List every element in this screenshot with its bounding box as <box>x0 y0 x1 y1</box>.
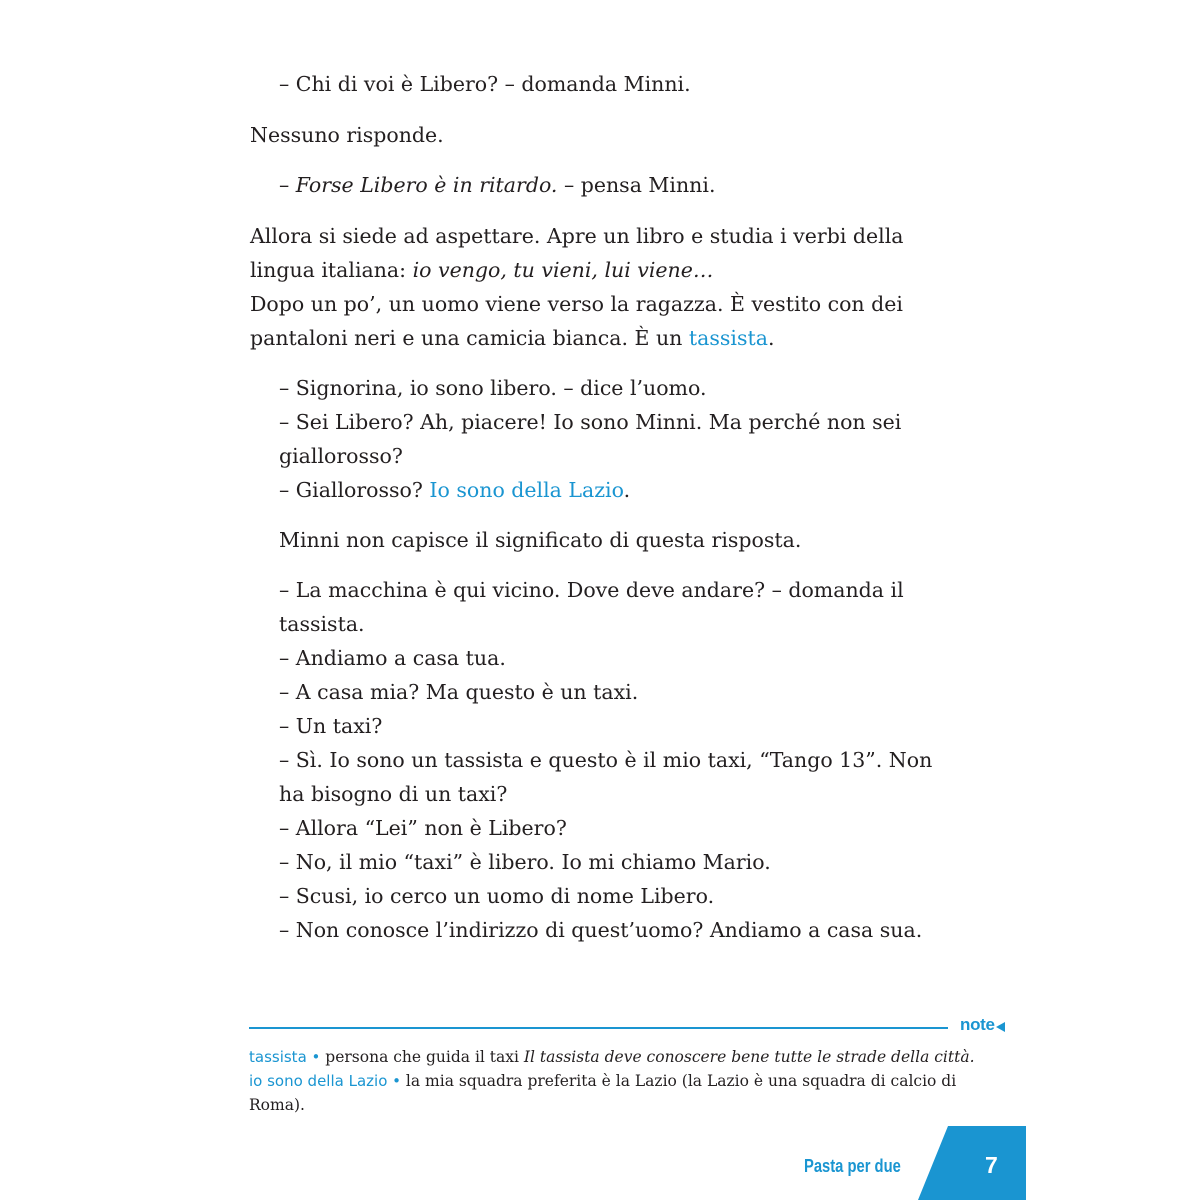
dialogue-line: – Forse Libero è in ritardo. – pensa Minni. <box>279 173 716 197</box>
dialogue-line: tassista. <box>279 612 365 636</box>
dialogue-line: – Sei Libero? Ah, piacere! Io sono Minni. Ma perché non sei <box>279 410 902 434</box>
italic-thought: Forse Libero è in ritardo. <box>295 173 558 197</box>
book-title: Pasta per due <box>804 1156 901 1176</box>
dialogue-line: – Non conosce l’indirizzo di quest’uomo? Andiamo a casa sua. <box>279 918 923 942</box>
triangle-left-icon <box>996 1022 1005 1032</box>
paragraph-line: Nessuno risponde. <box>250 123 444 147</box>
glossary-link-tassista[interactable]: tassista <box>688 326 768 350</box>
dialogue-line: giallorosso? <box>279 444 403 468</box>
paragraph-line: Allora si siede ad aspettare. Apre un libro e studia i verbi della <box>250 224 904 248</box>
dialogue-line: – A casa mia? Ma questo è un taxi. <box>279 680 639 704</box>
glossary-entry: io sono della Lazio • la mia squadra preferita è la Lazio (la Lazio è una squadra di calcio di <box>249 1072 957 1090</box>
glossary-entry-continued: Roma). <box>249 1096 305 1114</box>
notes-label: note <box>960 1015 995 1034</box>
glossary-entry: tassista • persona che guida il taxi Il tassista deve conoscere bene tutte le strade della città. <box>249 1048 975 1066</box>
paragraph-line: lingua italiana: io vengo, tu vieni, lui viene… <box>250 258 714 282</box>
notes-divider <box>249 1027 948 1029</box>
dialogue-line: – Chi di voi è Libero? – domanda Minni. <box>279 72 691 96</box>
dialogue-line: – Un taxi? <box>279 714 383 738</box>
dialogue-line: – Allora “Lei” non è Libero? <box>279 816 567 840</box>
paragraph-line: Minni non capisce il significato di questa risposta. <box>279 528 802 552</box>
dialogue-line: – Andiamo a casa tua. <box>279 646 506 670</box>
page-number: 7 <box>985 1152 998 1178</box>
italic-verbs: io vengo, tu vieni, lui viene… <box>412 258 714 282</box>
dialogue-line: ha bisogno di un taxi? <box>279 782 508 806</box>
paragraph-line: Dopo un po’, un uomo viene verso la ragazza. È vestito con dei <box>250 292 903 316</box>
dialogue-line: – La macchina è qui vicino. Dove deve andare? – domanda il <box>279 578 904 602</box>
dialogue-line: – No, il mio “taxi” è libero. Io mi chiamo Mario. <box>279 850 771 874</box>
paragraph-line: pantaloni neri e una camicia bianca. È un tassista. <box>250 326 775 350</box>
dialogue-line: – Signorina, io sono libero. – dice l’uomo. <box>279 376 707 400</box>
glossary-link-lazio[interactable]: Io sono della Lazio <box>429 478 624 502</box>
dialogue-line: – Sì. Io sono un tassista e questo è il mio taxi, “Tango 13”. Non <box>279 748 933 772</box>
glossary-term: tassista • <box>249 1048 321 1066</box>
dialogue-line: – Scusi, io cerco un uomo di nome Libero. <box>279 884 715 908</box>
dialogue-line: – Giallorosso? Io sono della Lazio. <box>279 478 631 502</box>
page-number-tab <box>918 1126 1026 1200</box>
glossary-term: io sono della Lazio • <box>249 1072 401 1090</box>
